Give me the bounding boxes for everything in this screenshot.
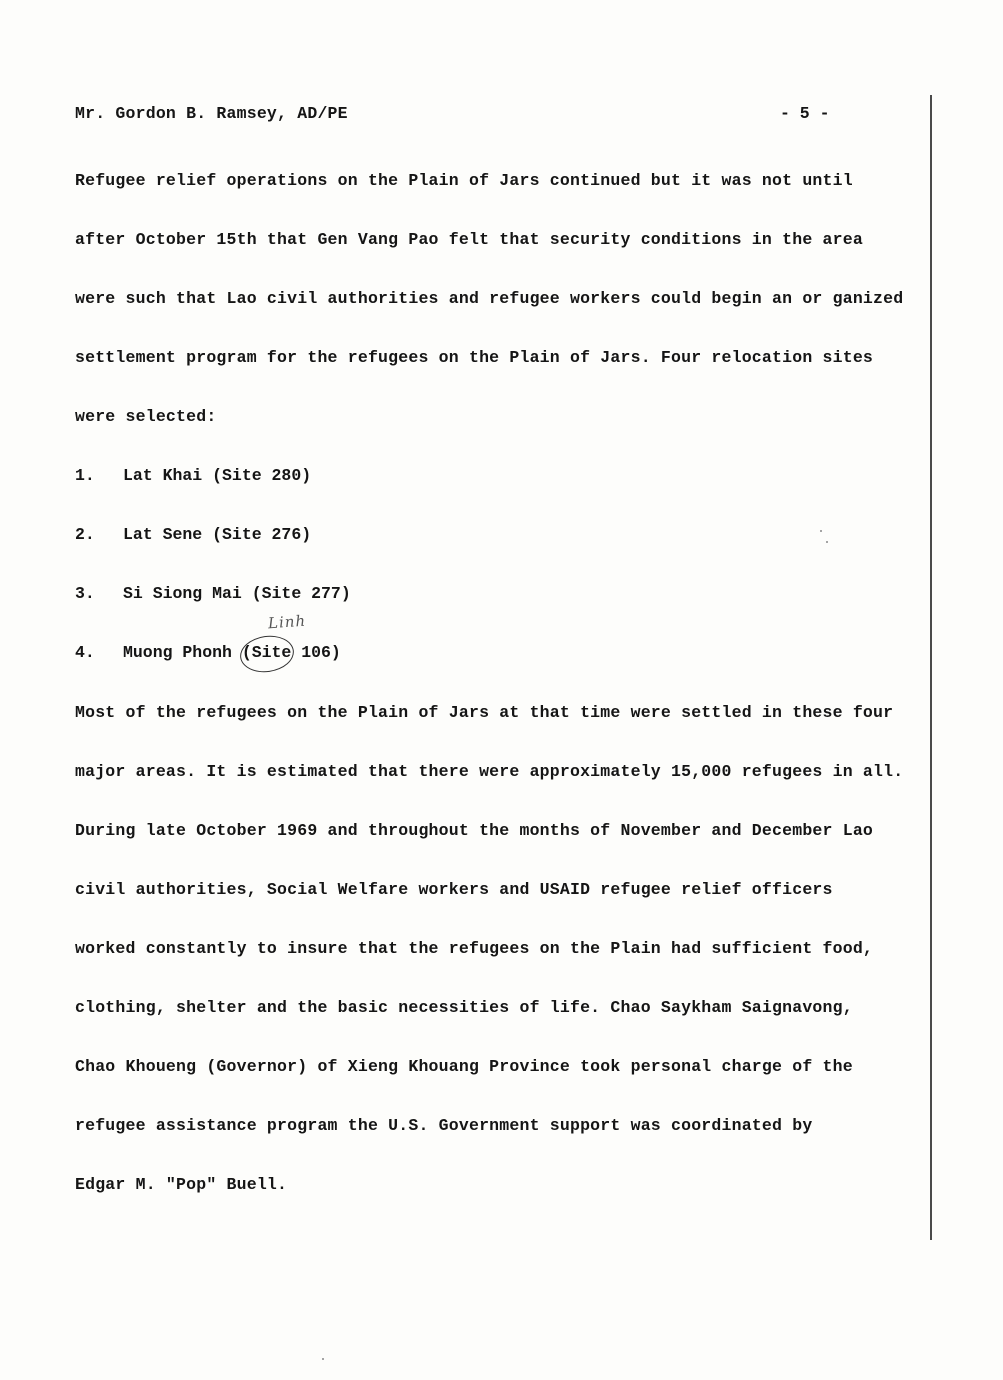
list-item-number: 2. [75, 525, 95, 544]
paragraph-line: refugee assistance program the U.S. Government support was coordinated by [75, 1116, 813, 1135]
scan-speck [820, 530, 822, 532]
list-item-text: Lat Sene (Site 276) [123, 525, 312, 544]
paragraph-line: worked constantly to insure that the refugees on the Plain had sufficient food, [75, 939, 874, 958]
list-item-text: Lat Khai (Site 280) [123, 466, 312, 485]
paragraph-line: clothing, shelter and the basic necessities of life. Chao Saykham Saignavong, [75, 998, 853, 1017]
paragraph-line: were such that Lao civil authorities and refugee workers could begin an or ganized [75, 289, 904, 308]
list-item-number: 3. [75, 584, 95, 603]
list-item-text: Si Siong Mai (Site 277) [123, 584, 351, 603]
paragraph-line: Refugee relief operations on the Plain of Jars continued but it was not until [75, 171, 853, 190]
scan-speck [826, 541, 828, 543]
paragraph-line: Most of the refugees on the Plain of Jars at that time were settled in these four [75, 703, 894, 722]
paragraph-line: after October 15th that Gen Vang Pao felt that security conditions in the area [75, 230, 863, 249]
paragraph-line: Chao Khoueng (Governor) of Xieng Khouang Province took personal charge of the [75, 1057, 853, 1076]
paragraph-line: major areas. It is estimated that there were approximately 15,000 refugees in all. [75, 762, 904, 781]
paragraph-line: settlement program for the refugees on the Plain of Jars. Four relocation sites [75, 348, 874, 367]
list-item-text: Muong Phonh (Site 106) [123, 643, 341, 662]
list-item-number: 1. [75, 466, 95, 485]
scan-speck [322, 1358, 324, 1360]
list-item-number: 4. [75, 643, 95, 662]
page-number: - 5 - [780, 104, 830, 123]
paragraph-line: civil authorities, Social Welfare workers and USAID refugee relief officers [75, 880, 833, 899]
addressee-line: Mr. Gordon B. Ramsey, AD/PE [75, 104, 348, 123]
paragraph-line: Edgar M. "Pop" Buell. [75, 1175, 288, 1194]
paragraph-line: During late October 1969 and throughout the months of November and December Lao [75, 821, 874, 840]
handwritten-annotation: Linh [267, 611, 307, 633]
paragraph-line: were selected: [75, 407, 217, 426]
margin-rule [930, 95, 932, 1240]
